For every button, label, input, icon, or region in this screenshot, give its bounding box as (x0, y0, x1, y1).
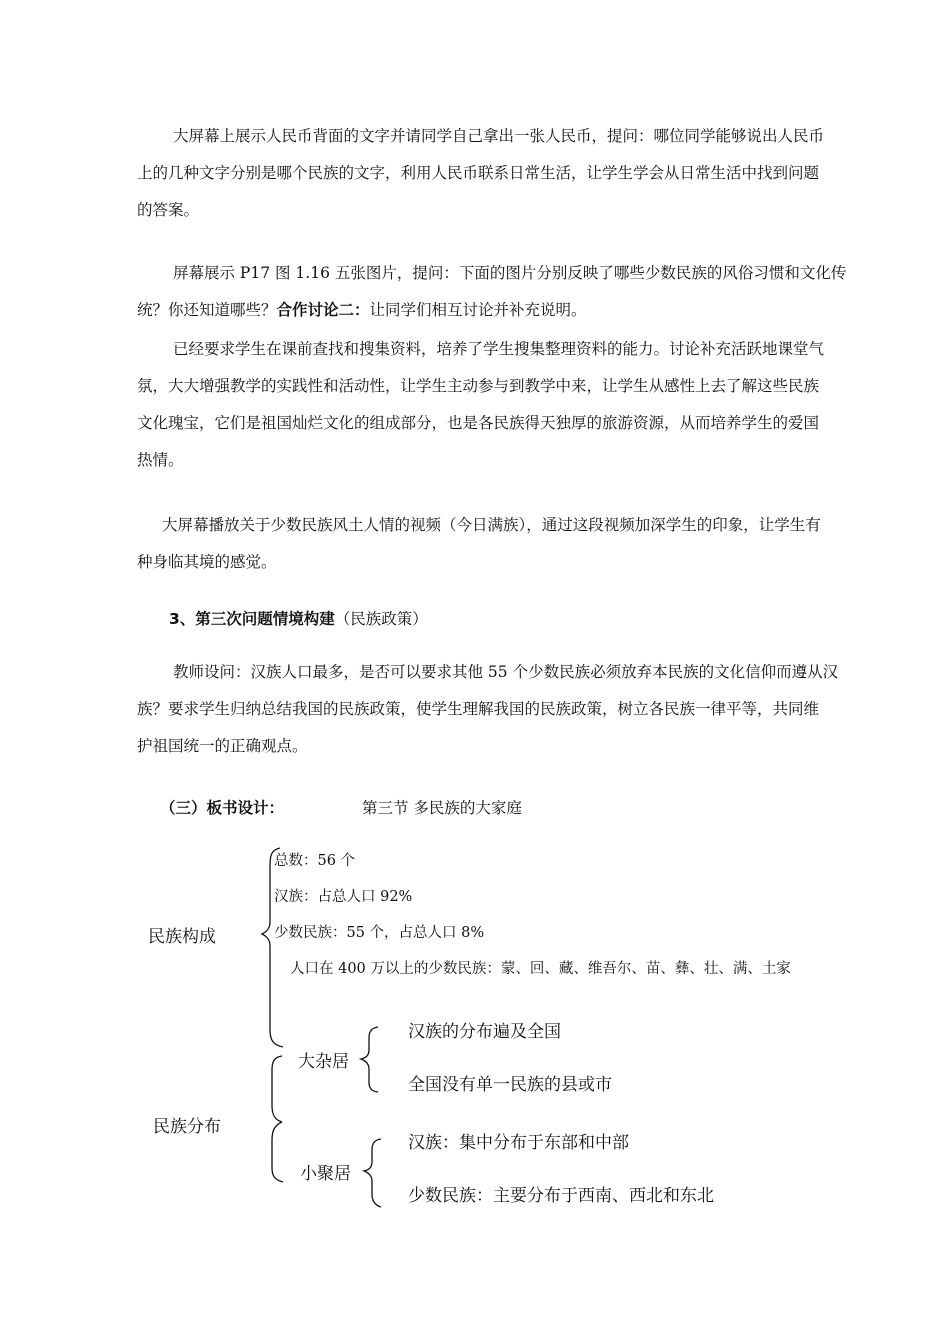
composition-label: 民族构成 (148, 927, 216, 947)
mixed-item: 全国没有单一民族的县或市 (408, 1075, 612, 1095)
cluster-item: 汉族：集中分布于东部和中部 (408, 1133, 629, 1153)
composition-item-large-minorities: 人口在 400 万以上的少数民族：蒙、回、藏、维吾尔、苗、彝、壮、满、土家 (290, 961, 791, 977)
text-segment: 统？你还知道哪些？ (137, 301, 277, 319)
composition-item-total: 总数：56 个 (274, 853, 356, 869)
board-heading: （三）板书设计： (160, 799, 285, 817)
text-line: 氛，大大增强教学的实践性和活动性，让学生主动参与到教学中来，让学生从感性上去了解这些民族 (137, 377, 820, 395)
text-line: 的答案。 (137, 201, 200, 219)
text-line: 护祖国统一的正确观点。 (137, 737, 308, 755)
distribution-label: 民族分布 (153, 1117, 221, 1137)
heading-rest: （民族政策） (334, 610, 428, 628)
mixed-label: 大杂居 (298, 1052, 349, 1072)
composition-item-han: 汉族：占总人口 92% (274, 889, 413, 905)
text-line: 大屏幕上展示人民币背面的文字并请同学自己拿出一张人民币，提问：哪位同学能够说出人民币 (173, 127, 825, 145)
heading-bold: 3、第三次问题情境构建 (169, 610, 335, 628)
text-line: 族？要求学生归纳总结我国的民族政策，使学生理解我国的民族政策，树立各民族一律平等，共同维 (137, 700, 820, 718)
text-segment: 让同学们相互讨论并补充说明。 (369, 301, 587, 319)
mixed-item: 汉族的分布遍及全国 (408, 1022, 561, 1042)
text-line: 已经要求学生在课前查找和搜集资料，培养了学生搜集整理资料的能力。讨论补充活跃地课堂气 (173, 340, 825, 358)
text-line: 文化瑰宝，它们是祖国灿烂文化的组成部分，也是各民族得天独厚的旅游资源，从而培养学生的爱国 (137, 414, 820, 432)
text-line: 教师设问：汉族人口最多，是否可以要求其他 55 个少数民族必须放弃本民族的文化信仰而遵从汉 (173, 663, 839, 681)
cluster-item: 少数民族：主要分布于西南、西北和东北 (408, 1186, 714, 1206)
brace-distribution (272, 1056, 283, 1182)
brace-mixed (361, 1027, 378, 1092)
bold-label: 合作讨论二： (276, 301, 370, 319)
brace-cluster (364, 1139, 381, 1207)
cluster-label: 小聚居 (300, 1164, 351, 1184)
text-line: 大屏幕播放关于少数民族风土人情的视频（今日满族），通过这段视频加深学生的印象，让学生有 (162, 516, 821, 534)
board-title: 第三节 多民族的大家庭 (362, 799, 522, 817)
text-line: 屏幕展示 P17 图 1.16 五张图片，提问：下面的图片分别反映了哪些少数民族的风俗习惯和文化传 (173, 264, 847, 282)
text-line: 热情。 (137, 451, 184, 469)
brace-composition (262, 848, 283, 1047)
composition-item-minority: 少数民族：55 个，占总人口 8% (274, 925, 485, 941)
text-line: 上的几种文字分别是哪个民族的文字，利用人民币联系日常生活，让学生学会从日常生活中找到问题 (137, 164, 820, 182)
text-line: 种身临其境的感觉。 (137, 553, 277, 571)
